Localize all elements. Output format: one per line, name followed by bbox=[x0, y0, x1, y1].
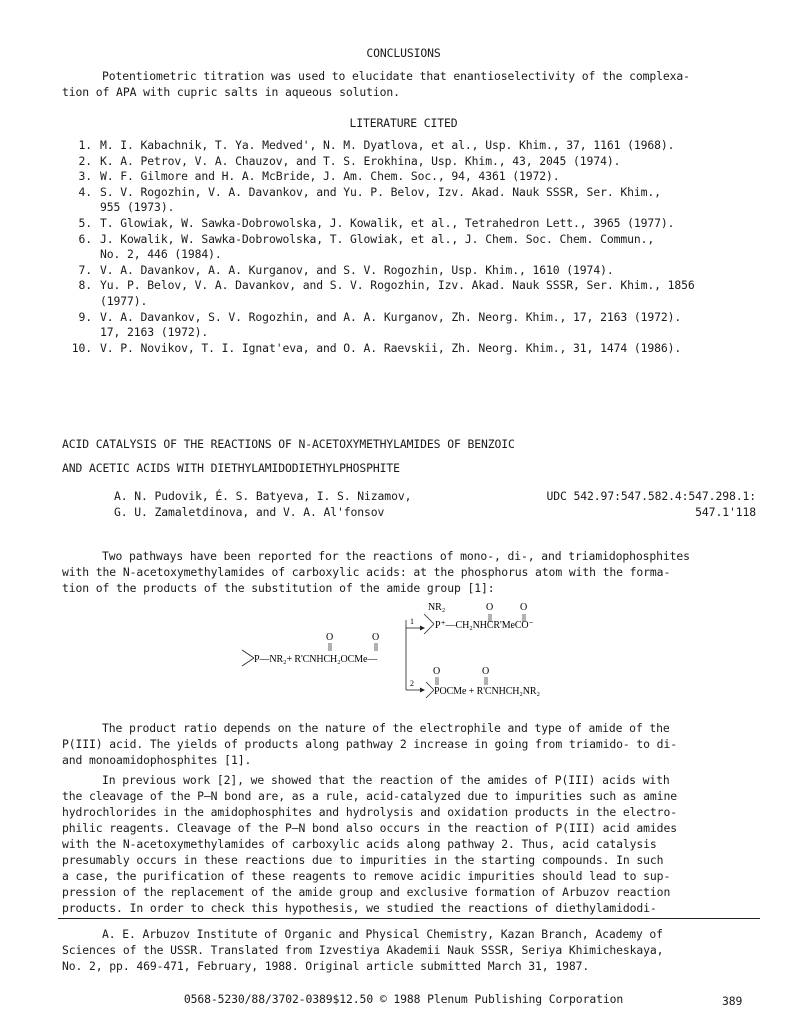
scheme-left-o2: O bbox=[372, 632, 380, 643]
reference-item bbox=[62, 185, 762, 216]
reference-number: 8. bbox=[78, 278, 92, 293]
reference-number: 3. bbox=[78, 169, 92, 184]
paragraph-line: products. In order to check this hypothesis, we studied the reactions of diethylamidodi- bbox=[62, 901, 657, 915]
reference-text: M. I. Kabachnik, T. Ya. Medved', N. M. Dyatlova, et al., Usp. Khim., 37, 1161 (1968). bbox=[100, 138, 675, 152]
paragraph-line: with the N-acetoxymethylamides of carboxylic acids along pathway 2. Thus, acid catalysis bbox=[62, 837, 657, 851]
paragraph-line: The product ratio depends on the nature of the electrophile and type of amide of the bbox=[102, 721, 670, 735]
reference-text: J. Kowalik, W. Sawka-Dobrowolska, T. Glowiak, et al., J. Chem. Soc. Chem. Commun., bbox=[100, 231, 655, 246]
intro-line: with the N-acetoxymethylamides of carboxylic acids: at the phosphorus atom with the forma- bbox=[62, 565, 671, 579]
paragraph-line: the cleavage of the P–N bond are, as a rule, acid-catalyzed due to impurities such as amine bbox=[62, 789, 677, 803]
reference-item bbox=[62, 138, 762, 154]
article-title bbox=[62, 432, 762, 480]
reference-list bbox=[62, 138, 762, 356]
intro-paragraph bbox=[62, 548, 752, 596]
scheme-reactants: P—NR₂+ R'CNHCH₂OCMe— bbox=[254, 654, 378, 665]
reference-item bbox=[62, 341, 762, 357]
affiliation-line-2: Sciences of the USSR. Translated from Izvestiya Akademii Nauk SSSR, Seriya Khimicheskaya, bbox=[62, 943, 664, 957]
article-title-line-1: ACID CATALYSIS OF THE REACTIONS OF N-ACETOXYMETHYLAMIDES OF BENZOIC bbox=[62, 437, 515, 451]
scheme-bottom-o2: O bbox=[482, 666, 490, 677]
intro-line: Two pathways have been reported for the reactions of mono-, di-, and triamidophosphites bbox=[102, 549, 690, 563]
reference-number: 10. bbox=[71, 340, 92, 355]
affiliation-footnote bbox=[62, 926, 762, 974]
scheme-bottom-o1: O bbox=[433, 666, 441, 677]
scheme-bottom-product: POCMe + R'CNHCH₂NR₂ bbox=[434, 686, 540, 697]
reference-number: 7. bbox=[78, 262, 92, 277]
reference-text: V. A. Davankov, A. A. Kurganov, and S. V. Rogozhin, Usp. Khim., 1610 (1974). bbox=[100, 262, 614, 277]
scheme-path-1-label: 1 bbox=[410, 617, 414, 626]
scheme-top-o2: O bbox=[520, 602, 528, 613]
paragraph-line: presumably occurs in these reactions due to impurities in the starting compounds. In such bbox=[62, 853, 664, 867]
udc-line-2: 547.1'118 bbox=[695, 505, 756, 519]
reference-text: S. V. Rogozhin, V. A. Davankov, and Yu. P. Belov, Izv. Akad. Nauk SSSR, Ser. Khim., bbox=[100, 184, 661, 199]
reference-item bbox=[62, 154, 762, 170]
scheme-top-product: P⁺—CH₂NHCR'MeCO⁻ bbox=[435, 620, 534, 631]
reference-text: T. Glowiak, W. Sawka-Dobrowolska, J. Kowalik, et al., Tetrahedron Lett., 3965 (1977). bbox=[100, 215, 675, 230]
conclusions-line-1: Potentiometric titration was used to elucidate that enantioselectivity of the complexa- bbox=[102, 69, 690, 83]
reference-continuation: (1977). bbox=[100, 293, 148, 308]
authors bbox=[114, 488, 454, 520]
scheme-top-nr2: NR₂ bbox=[428, 602, 446, 613]
reference-item bbox=[62, 169, 762, 185]
udc-line-1: UDC 542.97:547.582.4:547.298.1: bbox=[546, 489, 756, 503]
copyright-line: 0568-5230/88/3702-0389$12.50 © 1988 Plenum Publishing Corporation bbox=[183, 992, 624, 1006]
reference-item bbox=[62, 216, 762, 232]
reference-continuation: No. 2, 446 (1984). bbox=[100, 247, 222, 262]
paragraph-line: pression of the replacement of the amide group and exclusive formation of Arbuzov reaction bbox=[62, 885, 671, 899]
reference-text: V. A. Davankov, S. V. Rogozhin, and A. A. Kurganov, Zh. Neorg. Khim., 17, 2163 (1972). bbox=[100, 309, 682, 324]
scheme-path-2-label: 2 bbox=[410, 679, 414, 688]
reference-number: 9. bbox=[78, 309, 92, 324]
reference-text: K. A. Petrov, V. A. Chauzov, and T. S. Erokhina, Usp. Khim., 43, 2045 (1974). bbox=[100, 153, 621, 168]
intro-line: tion of the products of the substitution of the amide group [1]: bbox=[62, 581, 495, 595]
reference-number: 6. bbox=[78, 231, 92, 246]
reference-continuation: 955 (1973). bbox=[100, 200, 175, 215]
conclusions-text bbox=[62, 68, 752, 100]
reference-text: Yu. P. Belov, V. A. Davankov, and S. V. Rogozhin, Izv. Akad. Nauk SSSR, Ser. Khim., 1856 bbox=[100, 278, 695, 293]
udc-code bbox=[516, 488, 756, 520]
reference-item bbox=[62, 232, 762, 263]
paragraph-line: P(III) acid. The yields of products along pathway 2 increase in going from triamido- to di- bbox=[62, 737, 677, 751]
paragraph-2 bbox=[62, 720, 752, 768]
conclusions-heading: CONCLUSIONS bbox=[366, 46, 441, 60]
reference-continuation: 17, 2163 (1972). bbox=[100, 325, 209, 340]
authors-line-1: A. N. Pudovik, É. S. Batyeva, I. S. Nizamov, bbox=[114, 489, 412, 503]
conclusions-line-2: tion of APA with cupric salts in aqueous solution. bbox=[62, 85, 400, 99]
reference-text: V. P. Novikov, T. I. Ignat'eva, and O. A. Raevskii, Zh. Neorg. Khim., 31, 1474 (1986). bbox=[100, 340, 682, 355]
paragraph-line: philic reagents. Cleavage of the P–N bond also occurs in the reaction of P(III) acid amides bbox=[62, 821, 677, 835]
paragraph-line: a case, the purification of these reagents to remove acidic impurities should lead to sup- bbox=[62, 869, 671, 883]
reference-number: 4. bbox=[78, 184, 92, 199]
reference-text: W. F. Gilmore and H. A. McBride, J. Am. Chem. Soc., 94, 4361 (1972). bbox=[100, 169, 560, 184]
reference-number: 1. bbox=[78, 138, 92, 152]
authors-line-2: G. U. Zamaletdinova, and V. A. Al'fonsov bbox=[114, 505, 385, 519]
paragraph-line: In previous work [2], we showed that the reaction of the amides of P(III) acids with bbox=[102, 773, 670, 787]
affiliation-line-1: A. E. Arbuzov Institute of Organic and Physical Chemistry, Kazan Branch, Academy of bbox=[102, 927, 663, 941]
page-number: 389 bbox=[722, 994, 743, 1008]
footnote-divider bbox=[58, 918, 760, 919]
reference-number: 2. bbox=[78, 153, 92, 168]
reference-number: 5. bbox=[78, 215, 92, 230]
paragraph-line: and monoamidophosphites [1]. bbox=[62, 753, 252, 767]
paragraph-line: hydrochlorides in the amidophosphites and hydrolysis and oxidation products in the electro- bbox=[62, 805, 677, 819]
paragraph-3 bbox=[62, 772, 752, 916]
reaction-scheme bbox=[240, 598, 600, 710]
literature-heading: LITERATURE CITED bbox=[349, 116, 458, 130]
affiliation-line-3: No. 2, pp. 469-471, February, 1988. Original article submitted March 31, 1987. bbox=[62, 959, 590, 973]
scheme-top-o1: O bbox=[486, 602, 494, 613]
scheme-left-o1: O bbox=[326, 632, 334, 643]
reference-item bbox=[62, 278, 762, 309]
article-title-line-2: AND ACETIC ACIDS WITH DIETHYLAMIDODIETHYLPHOSPHITE bbox=[62, 461, 400, 475]
reference-item bbox=[62, 263, 762, 279]
reference-item bbox=[62, 310, 762, 341]
